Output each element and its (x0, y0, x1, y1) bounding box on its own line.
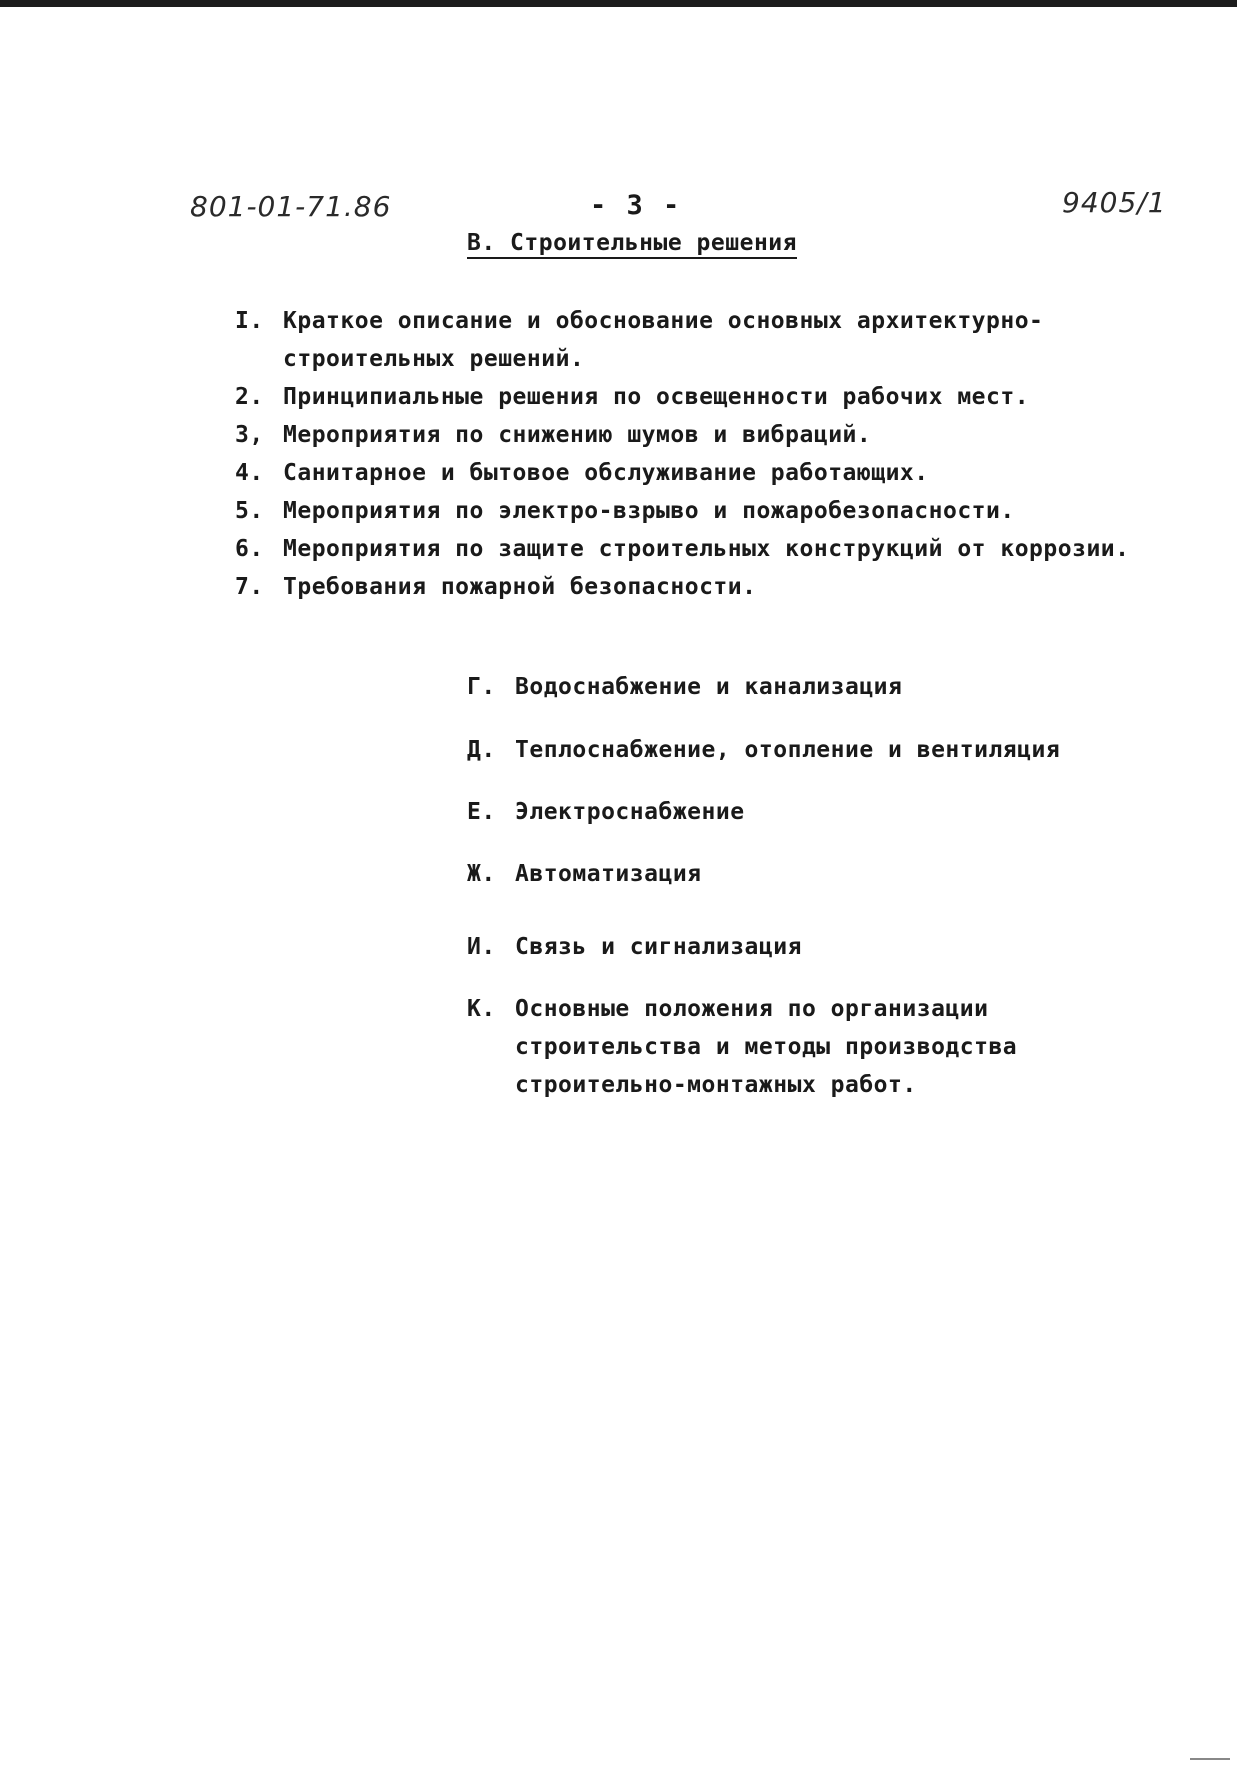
item-number: 7. (235, 574, 264, 600)
item-text: Санитарное и бытовое обслуживание работающих. (283, 460, 929, 486)
list-item (235, 302, 1129, 378)
section-item-heating (467, 731, 1060, 769)
item-number: 3, (235, 422, 264, 448)
item-text: Мероприятия по снижению шумов и вибраций. (283, 422, 872, 448)
item-number: I. (235, 308, 264, 334)
other-sections-list (467, 668, 1060, 1104)
section-item-automation (467, 855, 1060, 893)
item-text: Принципиальные решения по освещенности рабочих мест. (283, 384, 1030, 410)
section-letter: Д. (467, 737, 496, 763)
item-number: 2. (235, 384, 264, 410)
list-item (235, 492, 1129, 530)
section-text (515, 668, 902, 706)
section-text (515, 990, 1017, 1104)
corner-scan-mark (1190, 1758, 1230, 1760)
section-letter: Е. (467, 799, 496, 825)
sheet-code: 9405/1 (1062, 186, 1167, 219)
item-line: строительных решений. (283, 346, 585, 372)
list-item (235, 416, 1129, 454)
section-item-construction-organization (467, 990, 1060, 1104)
section-line: Основные положения по организации (515, 996, 989, 1022)
section-text (515, 793, 745, 831)
top-border-line (0, 0, 1237, 7)
item-text: Мероприятия по электро-взрыво и пожаробезопасности. (283, 498, 1015, 524)
item-number: 4. (235, 460, 264, 486)
section-letter: Г. (467, 674, 496, 700)
item-number: 6. (235, 536, 264, 562)
list-item (235, 568, 1129, 606)
section-letter: Ж. (467, 861, 496, 887)
section-text (515, 928, 802, 966)
section-line: Теплоснабжение, отопление и вентиляция (515, 737, 1061, 763)
section-line: строительно-монтажных работ. (515, 1072, 917, 1098)
list-item (235, 454, 1129, 492)
item-number: 5. (235, 498, 264, 524)
section-line: строительства и методы производства (515, 1034, 1018, 1060)
construction-items-list (235, 302, 1129, 606)
item-line: Краткое описание и обоснование основных архитектурно- (283, 308, 1044, 334)
section-text (515, 731, 1060, 769)
section-item-communications (467, 928, 1060, 966)
section-item-water (467, 668, 1060, 706)
item-text: Мероприятия по защите строительных конструкций от коррозии. (283, 536, 1130, 562)
section-letter: К. (467, 996, 496, 1022)
section-line: Электроснабжение (515, 799, 745, 825)
list-item (235, 530, 1129, 568)
list-item (235, 378, 1129, 416)
section-letter: И. (467, 934, 496, 960)
section-line: Автоматизация (515, 861, 702, 887)
section-line: Связь и сигнализация (515, 934, 802, 960)
item-text (283, 302, 1043, 378)
page-number: - 3 - (590, 190, 682, 221)
document-code: 801-01-71.86 (190, 190, 392, 223)
section-line: Водоснабжение и канализация (515, 674, 903, 700)
section-item-power (467, 793, 1060, 831)
section-text (515, 855, 702, 893)
item-text: Требования пожарной безопасности. (283, 574, 757, 600)
section-title: В. Строительные решения (467, 230, 797, 256)
